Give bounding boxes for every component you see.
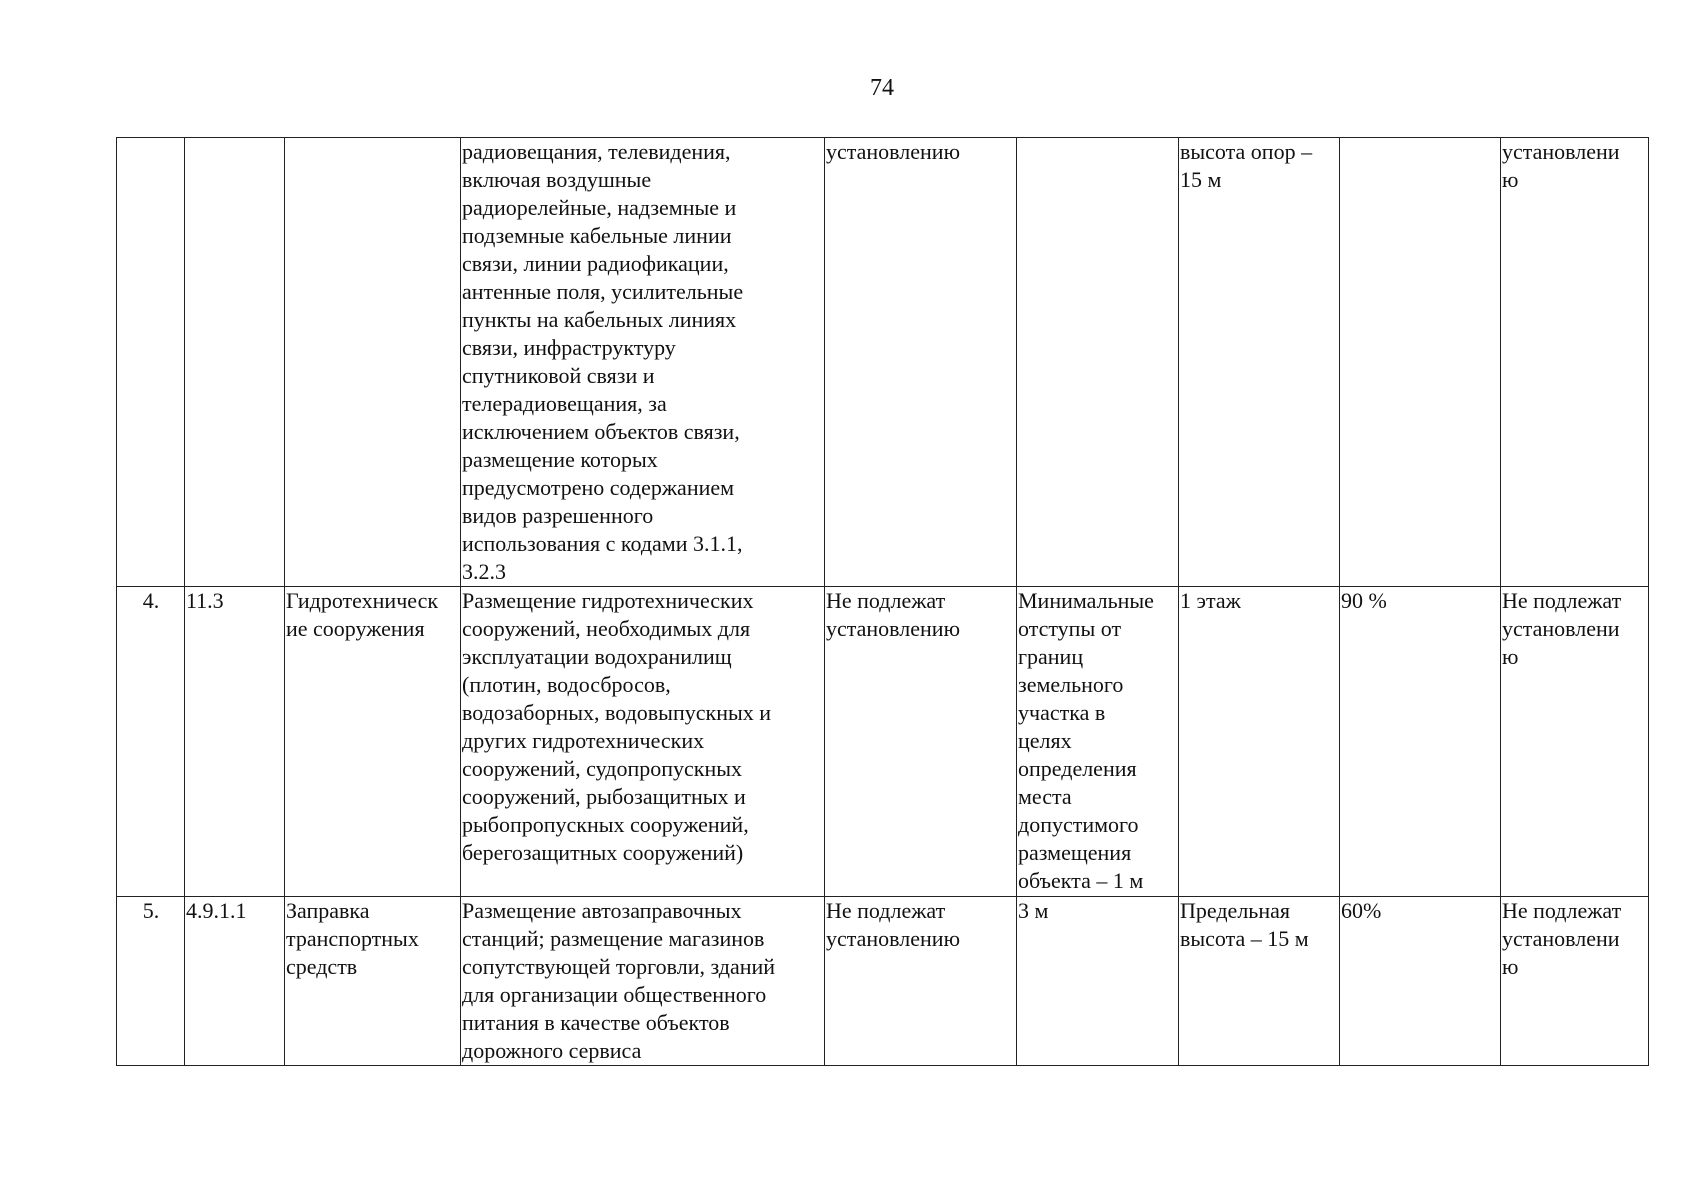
height-cell: высота опор – 15 м xyxy=(1179,138,1340,587)
other-parameter-cell: Не подлежат установлени ю xyxy=(1501,587,1649,897)
setback-cell xyxy=(1017,138,1179,587)
description-cell: Размещение автозаправочных станций; размещение магазинов сопутствующей торговли, зданий для организации общественного питания в качестве объектов дорожного сервиса xyxy=(461,897,825,1066)
setback-cell: Минимальные отступы от границ земельного участка в целях определения места допустимого размещения объекта – 1 м xyxy=(1017,587,1179,897)
setback-cell: 3 м xyxy=(1017,897,1179,1066)
other-parameter-cell: установлени ю xyxy=(1501,138,1649,587)
description-cell: радиовещания, телевидения, включая воздушные радиорелейные, надземные и подземные кабельные линии связи, линии радиофикации, антенные поля, усилительные пункты на кабельных линиях связи, инфраструктуру спутниковой связи и телерадиовещания, за исключением объектов связи, размещение которых предусмотрено содержанием видов разрешенного использования с кодами 3.1.1, 3.2.3 xyxy=(461,138,825,587)
row-number-cell: 5. xyxy=(117,897,185,1066)
table-row xyxy=(117,587,1649,897)
table-row xyxy=(117,138,1649,587)
coverage-cell: 90 % xyxy=(1340,587,1501,897)
use-name-cell xyxy=(285,138,461,587)
use-name-cell: Гидротехническ ие сооружения xyxy=(285,587,461,897)
page-number: 74 xyxy=(870,75,894,101)
use-name-cell: Заправка транспортных средств xyxy=(285,897,461,1066)
document-table xyxy=(116,137,1649,1066)
coverage-cell xyxy=(1340,138,1501,587)
code-cell xyxy=(185,138,285,587)
parameter-cell: установлению xyxy=(825,138,1017,587)
table-row xyxy=(117,897,1649,1066)
row-number-cell: 4. xyxy=(117,587,185,897)
parameter-cell: Не подлежат установлению xyxy=(825,897,1017,1066)
code-cell: 4.9.1.1 xyxy=(185,897,285,1066)
row-number-cell xyxy=(117,138,185,587)
other-parameter-cell: Не подлежат установлени ю xyxy=(1501,897,1649,1066)
coverage-cell: 60% xyxy=(1340,897,1501,1066)
parameter-cell: Не подлежат установлению xyxy=(825,587,1017,897)
code-cell: 11.3 xyxy=(185,587,285,897)
height-cell: 1 этаж xyxy=(1179,587,1340,897)
description-cell: Размещение гидротехнических сооружений, необходимых для эксплуатации водохранилищ (плотин, водосбросов, водозаборных, водовыпускных и других гидротехнических сооружений, судопропускных сооружений, рыбозащитных и рыбопропускных сооружений, берегозащитных сооружений) xyxy=(461,587,825,897)
height-cell: Предельная высота – 15 м xyxy=(1179,897,1340,1066)
